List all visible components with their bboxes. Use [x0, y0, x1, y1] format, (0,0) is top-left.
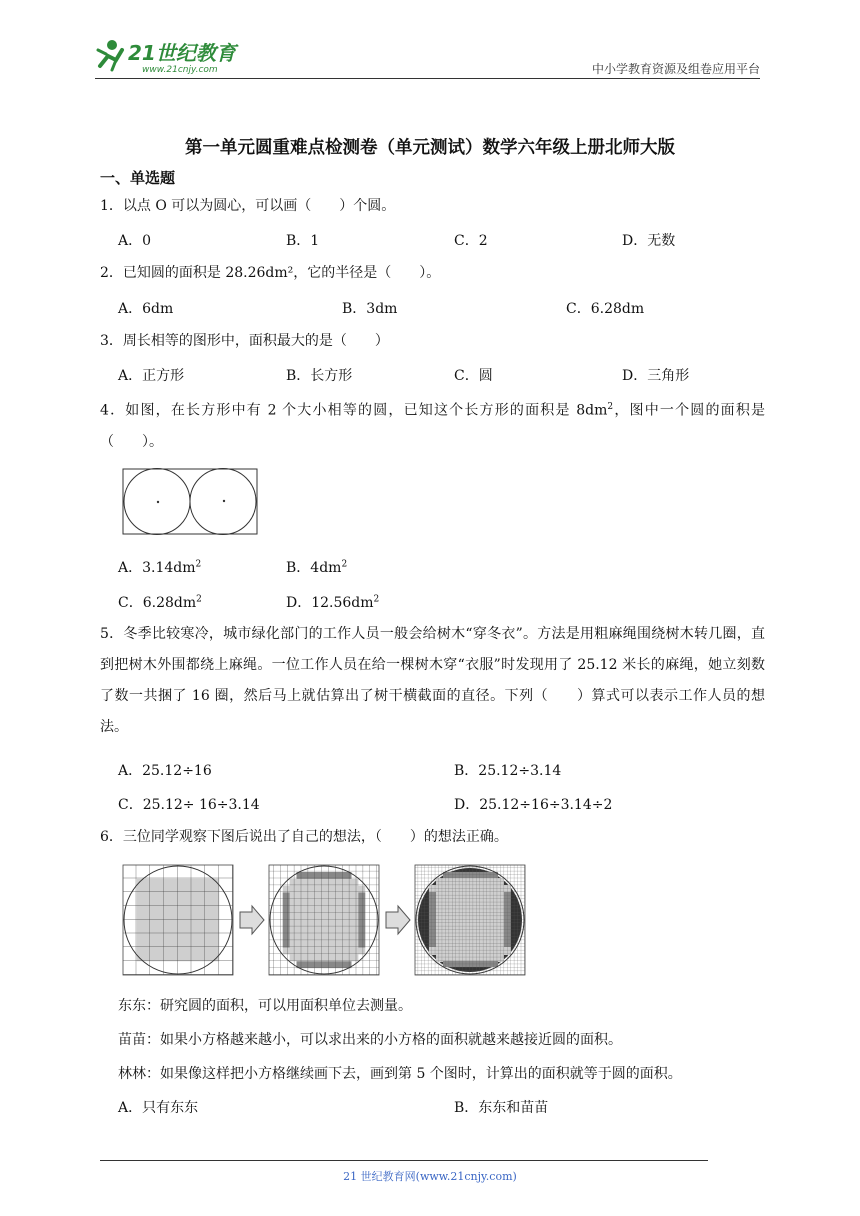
- q4-text-b: ，图中一个圆的面积是（ ）。: [100, 402, 766, 450]
- q6-option-b[interactable]: B．东东和苗苗: [454, 1100, 549, 1116]
- q1-option-d[interactable]: D．无数: [622, 233, 676, 249]
- q5-option-d[interactable]: D．25.12÷16÷3.14÷2: [454, 797, 613, 813]
- logo-text: 21世纪教育: [128, 41, 236, 65]
- page-title: 第一单元圆重难点检测卷（单元测试）数学六年级上册北师大版: [185, 138, 675, 158]
- statement-miaomiao: 苗苗：如果小方格越来越小，可以求出来的小方格的面积就越来越接近圆的面积。: [118, 1032, 622, 1048]
- q4-option-a[interactable]: A．$3.14dm^2$: [118, 559, 202, 576]
- figure-grid-medium: [269, 865, 379, 975]
- question-1: 1．以点 O 可以为圆心，可以画（ ）个圆。: [100, 198, 396, 214]
- q6-option-a[interactable]: A．只有东东: [118, 1100, 199, 1116]
- q1-option-a[interactable]: A．0: [118, 233, 152, 249]
- question-3: 3．周长相等的图形中，面积最大的是（ ）: [100, 333, 389, 349]
- q4-sup: 2: [607, 402, 614, 412]
- statement-linlin: 林林：如果像这样把小方格继续画下去，画到第 5 个图时，计算出的面积就等于圆的面积。: [118, 1066, 682, 1082]
- platform-text: 中小学教育资源及组卷应用平台: [591, 62, 760, 76]
- question-4: [100, 392, 765, 458]
- q5-option-c[interactable]: C．25.12÷ 16÷3.14: [118, 797, 260, 813]
- q3-option-d[interactable]: D．三角形: [622, 368, 690, 384]
- figure-grid-fine: [415, 865, 525, 975]
- q3-option-b[interactable]: B．长方形: [286, 368, 353, 384]
- q2-option-c[interactable]: C．6.28dm: [566, 301, 645, 317]
- runner-icon: [98, 40, 122, 70]
- site-logo: [92, 36, 262, 76]
- question-6: 6．三位同学观察下图后说出了自己的想法，（ ）的想法正确。: [100, 829, 508, 845]
- question-2: 2．已知圆的面积是 28.26dm²，它的半径是（ ）。: [100, 265, 441, 281]
- header-divider: [95, 78, 760, 79]
- q5-option-a[interactable]: A．25.12÷16: [118, 763, 212, 779]
- statement-dongdong: 东东：研究圆的面积，可以用面积单位去测量。: [118, 998, 412, 1014]
- q2-option-b[interactable]: B．3dm: [342, 301, 398, 317]
- q4-option-d[interactable]: D．$12.56dm^2$: [286, 594, 380, 611]
- q4-option-c[interactable]: C．$6.28dm^2$: [118, 594, 202, 611]
- section-heading: 一、单选题: [100, 169, 176, 187]
- q2-option-a[interactable]: A．6dm: [118, 301, 174, 317]
- figure-grid-coarse: [123, 865, 233, 975]
- q1-option-c[interactable]: C．2: [454, 233, 488, 249]
- q4-option-b[interactable]: B．$4dm^2$: [286, 559, 348, 576]
- arrow-icon: [386, 906, 410, 934]
- question-5: 5．冬季比较寒冷，城市绿化部门的工作人员一般会给树木“穿冬衣”。方法是用粗麻绳围绕树木转几圈，直到把树木外围都绕上麻绳。一位工作人员在给一棵树木穿“衣服”时发现用了 25.12 米长的麻绳，她立刻数了数一共捆了 16 圈，然后马上就估算出了树干横截面的直径。下列（ ）算式可以表示工作人员的想法。: [100, 626, 765, 735]
- arrow-icon: [240, 906, 264, 934]
- footer-link[interactable]: 21 世纪教育网(www.21cnjy.com): [343, 1170, 517, 1183]
- q3-option-a[interactable]: A．正方形: [118, 368, 185, 384]
- footer-divider: [100, 1160, 708, 1161]
- rectangle-two-circles-figure: [122, 468, 259, 535]
- logo-url: www.21cnjy.com: [142, 65, 218, 75]
- q5-option-b[interactable]: B．25.12÷3.14: [454, 763, 562, 779]
- q3-option-c[interactable]: C．圆: [454, 368, 493, 384]
- q1-option-b[interactable]: B．1: [286, 233, 320, 249]
- q4-text-a: 4．如图，在长方形中有 2 个大小相等的圆，已知这个长方形的面积是 8dm: [100, 402, 608, 419]
- grid-circle-figures: [122, 864, 526, 976]
